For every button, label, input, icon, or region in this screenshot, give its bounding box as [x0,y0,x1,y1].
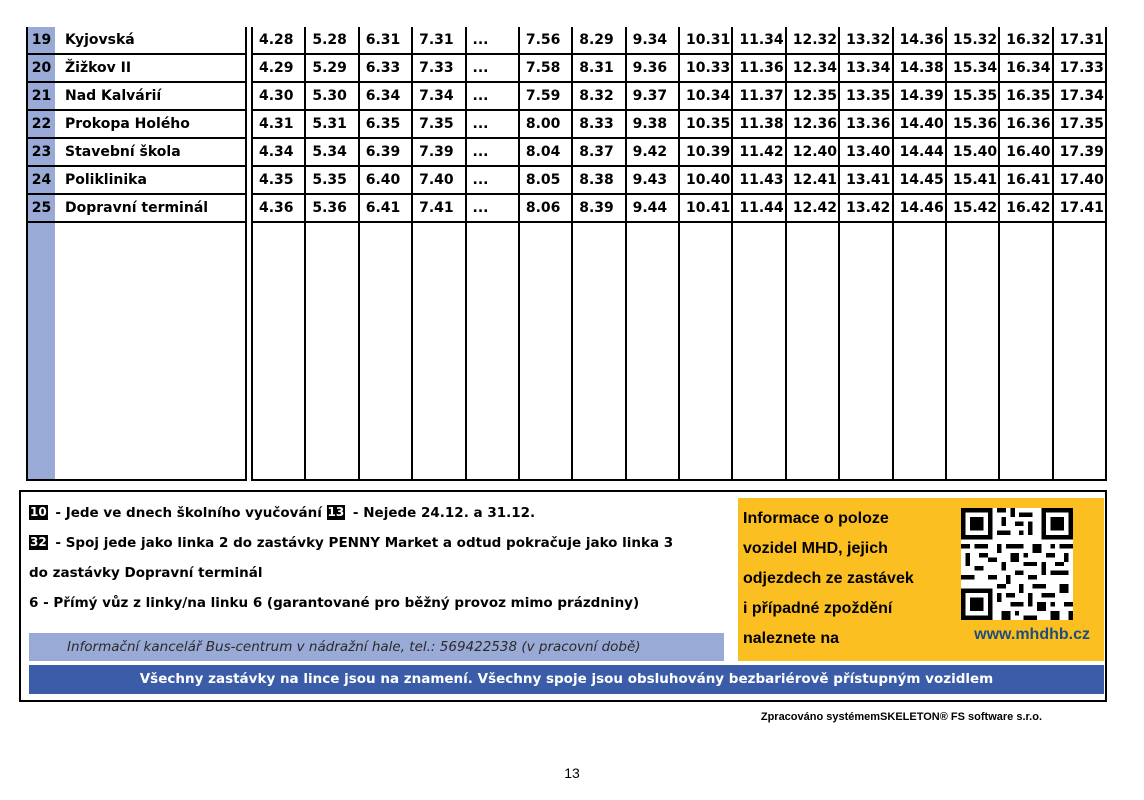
departure-time-cell: ... [467,139,518,167]
stops-list [28,27,245,223]
departure-time-cell: 10.33 [680,55,731,83]
departure-time-cell: 14.40 [894,111,945,139]
stop-name: Nad Kalvárií [65,88,162,104]
departure-time-cell: 16.40 [1000,139,1051,167]
stop-number: 24 [31,172,52,188]
departure-time-cell: 12.36 [787,111,838,139]
mhd-website-link[interactable]: www.mhdhb.cz [974,626,1090,643]
departure-time-cell: 13.42 [840,195,891,223]
trip-column [413,27,466,479]
departure-time-cell: ... [467,167,518,195]
realtime-info-text [743,504,953,654]
departure-time-cell: ... [467,111,518,139]
departure-time-cell: 9.36 [627,55,678,83]
timetable-notes [29,498,735,618]
departure-time-cell: 10.41 [680,195,731,223]
departure-time-cell: 15.41 [947,167,998,195]
departure-time-cell: 12.34 [787,55,838,83]
stop-number: 25 [31,200,52,216]
trip-column [1054,27,1105,479]
departure-time-cell: 16.35 [1000,83,1051,111]
trip-column [467,27,520,479]
departure-time-cell: 4.31 [253,111,304,139]
departure-time-cell: 11.38 [733,111,784,139]
departure-time-cell: 16.41 [1000,167,1051,195]
stop-name: Žižkov II [65,60,132,76]
stop-number: 22 [31,116,52,132]
departure-time-cell: 4.30 [253,83,304,111]
departure-time-cell: 8.31 [573,55,624,83]
departure-time-cell: 12.40 [787,139,838,167]
stop-number: 21 [31,88,52,104]
trip-column [306,27,359,479]
stop-row [28,111,245,139]
processed-by-credit: Zpracováno systémemSKELETON® FS software s.r.o. [760,711,1042,723]
departure-time-cell: 14.38 [894,55,945,83]
departure-time-cell: 5.29 [306,55,357,83]
departure-time-cell: 5.34 [306,139,357,167]
departure-time-cell: ... [467,27,518,55]
departure-time-cell: 9.37 [627,83,678,111]
departure-time-cell: 4.35 [253,167,304,195]
note-text-13: - Nejede 24.12. a 31.12. [348,505,536,521]
departure-time-cell: 7.58 [520,55,571,83]
trip-column [947,27,1000,479]
departure-time-cell: 15.34 [947,55,998,83]
departure-time-cell: 6.41 [360,195,411,223]
departure-time-cell: 11.37 [733,83,784,111]
note-text-32: - Spoj jede jako linka 2 do zastávky PENNY Market a odtud pokračuje jako linka 3 [50,535,674,551]
info-box [19,490,1107,702]
departure-time-cell: 11.36 [733,55,784,83]
departure-time-cell: 8.32 [573,83,624,111]
departure-time-cell: 7.34 [413,83,464,111]
departure-time-cell: 16.42 [1000,195,1051,223]
departure-time-cell: 6.33 [360,55,411,83]
stop-row [28,83,245,111]
departure-time-cell: 5.35 [306,167,357,195]
departure-time-cell: 12.42 [787,195,838,223]
departure-time-cell: 8.29 [573,27,624,55]
info-line: naleznete na [743,630,840,647]
departure-time-cell: 7.41 [413,195,464,223]
departure-time-cell: 17.33 [1054,55,1105,83]
departure-times-grid [251,27,1107,481]
departure-time-cell: 15.40 [947,139,998,167]
departure-time-cell: 6.34 [360,83,411,111]
departure-time-cell: 10.40 [680,167,731,195]
stop-number: 23 [31,144,52,160]
departure-time-cell: 5.36 [306,195,357,223]
departure-time-cell: 17.41 [1054,195,1105,223]
departure-time-cell: 7.35 [413,111,464,139]
departure-time-cell: 9.34 [627,27,678,55]
stops-panel [26,27,247,481]
departure-time-cell: 11.44 [733,195,784,223]
departure-time-cell: 17.31 [1054,27,1105,55]
departure-time-cell: 4.36 [253,195,304,223]
trip-column [253,27,306,479]
departure-time-cell: 15.36 [947,111,998,139]
departure-time-cell: 9.43 [627,167,678,195]
stop-row [28,27,245,55]
departure-time-cell: 8.06 [520,195,571,223]
departure-time-cell: 14.36 [894,27,945,55]
departure-time-cell: 13.36 [840,111,891,139]
departure-time-cell: 11.43 [733,167,784,195]
departure-time-cell: 14.44 [894,139,945,167]
accessibility-note-bar: Všechny zastávky na lince jsou na znamení. Všechny spoje jsou obsluhovány bezbariérově přístupným vozidlem [29,665,1104,694]
note-line-32-cont: do zastávky Dopravní terminál [29,565,263,581]
departure-time-cell: 8.33 [573,111,624,139]
departure-time-cell: ... [467,83,518,111]
departure-time-cell: 13.32 [840,27,891,55]
departure-time-cell: 7.56 [520,27,571,55]
departure-time-cell: 11.34 [733,27,784,55]
departure-time-cell: 8.05 [520,167,571,195]
departure-time-cell: 6.31 [360,27,411,55]
stop-row [28,55,245,83]
departure-time-cell: 14.39 [894,83,945,111]
departure-time-cell: 14.45 [894,167,945,195]
stop-name: Prokopa Holého [65,116,190,132]
trip-column [680,27,733,479]
info-line: Informace o poloze [743,510,889,527]
note-badge-10: 10 [30,505,47,519]
departure-time-cell: 10.34 [680,83,731,111]
departure-time-cell: 13.41 [840,167,891,195]
departure-time-cell: 7.39 [413,139,464,167]
departure-time-cell: 6.35 [360,111,411,139]
trip-column [627,27,680,479]
departure-time-cell: 9.42 [627,139,678,167]
departure-time-cell: 4.29 [253,55,304,83]
office-info-bar: Informační kancelář Bus-centrum v nádražní hale, tel.: 569422538 (v pracovní době) [29,633,724,661]
trip-column [733,27,786,479]
departure-time-cell: 15.42 [947,195,998,223]
departure-time-cell: 8.39 [573,195,624,223]
departure-time-cell: 10.31 [680,27,731,55]
departure-time-cell: 12.32 [787,27,838,55]
departure-time-cell: 5.30 [306,83,357,111]
note-line-32 [29,528,735,558]
departure-time-cell: 12.35 [787,83,838,111]
departure-time-cell: 5.28 [306,27,357,55]
departure-time-cell: 8.00 [520,111,571,139]
departure-time-cell: 13.34 [840,55,891,83]
stop-number: 20 [31,60,52,76]
departure-time-cell: ... [467,55,518,83]
stop-name: Kyjovská [65,32,135,48]
info-line: vozidel MHD, jejich [743,540,888,557]
stop-name: Stavební škola [65,144,181,160]
trip-column [894,27,947,479]
departure-time-cell: 8.37 [573,139,624,167]
departure-time-cell: 17.35 [1054,111,1105,139]
departure-time-cell: 9.44 [627,195,678,223]
departure-time-cell: 16.32 [1000,27,1051,55]
departure-time-cell: 17.34 [1054,83,1105,111]
departure-time-cell: 13.35 [840,83,891,111]
page-number: 13 [564,765,580,781]
info-line: odjezdech ze zastávek [743,570,914,587]
note-badge-32: 32 [30,535,47,549]
departure-time-cell: 16.34 [1000,55,1051,83]
trip-column [520,27,573,479]
qr-code-icon[interactable] [961,508,1073,620]
departure-time-cell: 7.31 [413,27,464,55]
departure-time-cell: 14.46 [894,195,945,223]
departure-time-cell: 12.41 [787,167,838,195]
departure-time-cell: 4.34 [253,139,304,167]
departure-time-cell: 15.35 [947,83,998,111]
departure-time-cell: 7.40 [413,167,464,195]
departure-time-cell: 16.36 [1000,111,1051,139]
note-line-6: 6 - Přímý vůz z linky/na linku 6 (garantované pro běžný provoz mimo prázdniny) [29,595,640,611]
departure-time-cell: 10.39 [680,139,731,167]
stop-row [28,167,245,195]
departure-time-cell: 8.38 [573,167,624,195]
departure-time-cell: 7.59 [520,83,571,111]
departure-time-cell: 13.40 [840,139,891,167]
departure-time-cell: 17.40 [1054,167,1105,195]
note-line-10-13 [29,498,735,528]
stop-name: Dopravní terminál [65,200,209,216]
note-badge-13: 13 [327,505,345,519]
trip-column [1000,27,1053,479]
trip-column [840,27,893,479]
trip-column [573,27,626,479]
departure-time-cell: 11.42 [733,139,784,167]
departure-time-cell: 17.39 [1054,139,1105,167]
trip-column [787,27,840,479]
departure-time-cell: 6.40 [360,167,411,195]
stop-row [28,195,245,223]
departure-time-cell: 6.39 [360,139,411,167]
realtime-info-panel [738,498,1104,661]
note-text-10: - Jede ve dnech školního vyučování [50,505,327,521]
departure-time-cell: 4.28 [253,27,304,55]
departure-time-cell: 9.38 [627,111,678,139]
departure-time-cell: 7.33 [413,55,464,83]
stop-name: Poliklinika [65,172,147,188]
stop-row [28,139,245,167]
departure-time-cell: 5.31 [306,111,357,139]
departure-time-cell: 10.35 [680,111,731,139]
departure-time-cell: 15.32 [947,27,998,55]
info-line: i případné zpoždění [743,600,893,617]
stop-number: 19 [31,32,52,48]
trip-column [360,27,413,479]
departure-time-cell: ... [467,195,518,223]
departure-time-cell: 8.04 [520,139,571,167]
